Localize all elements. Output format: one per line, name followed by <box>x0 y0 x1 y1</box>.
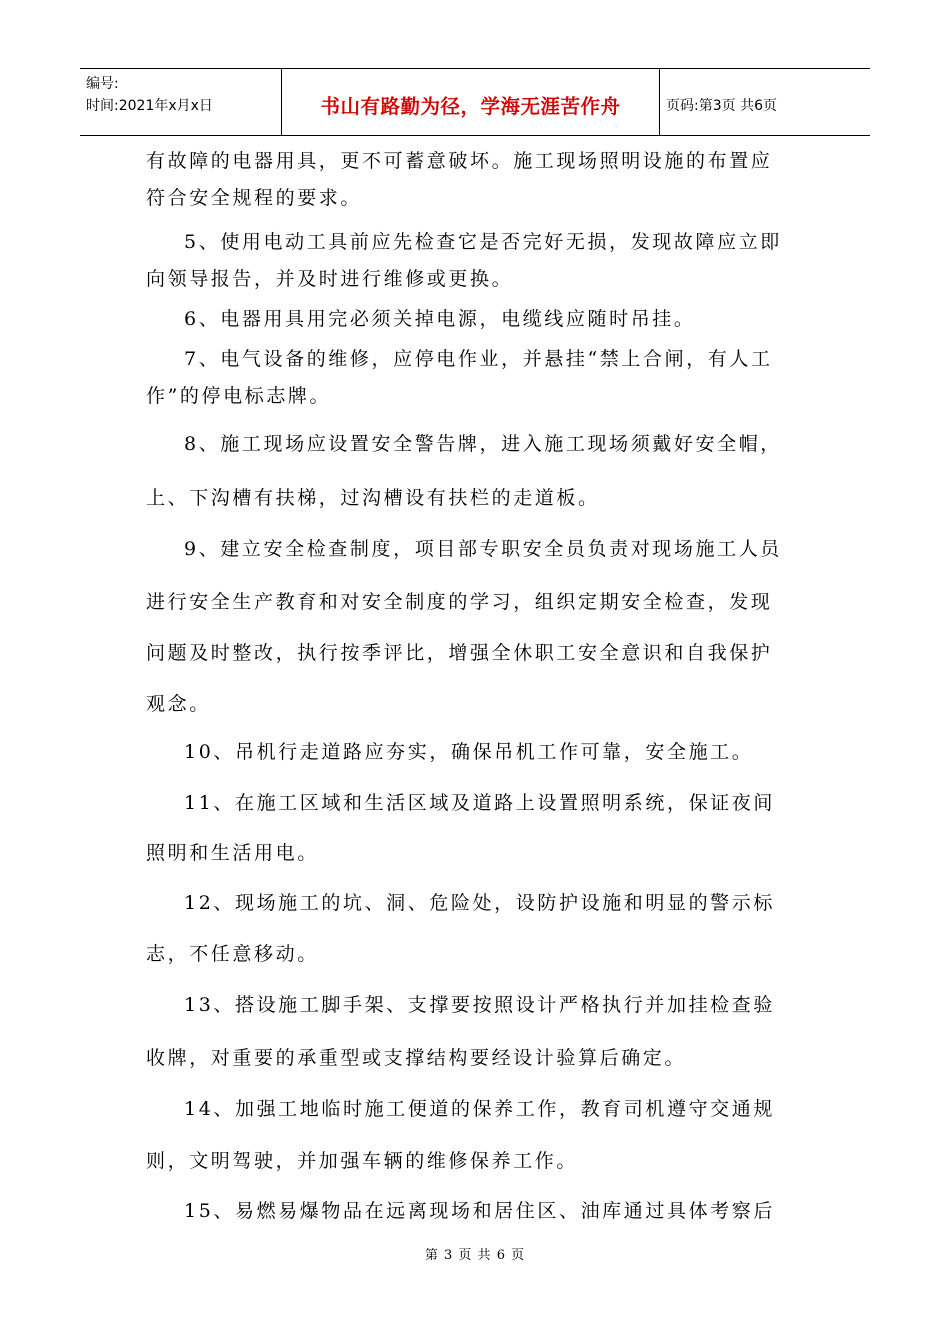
paragraph-line: 照明和生活用电。 <box>146 842 319 864</box>
page-header <box>80 68 870 136</box>
paragraph-line: 12、现场施工的坑、洞、危险处，设防护设施和明显的警示标 <box>184 892 775 914</box>
paragraph-line: 7、电气设备的维修，应停电作业，并悬挂“禁上合闸，有人工 <box>184 348 773 370</box>
document-number-label: 编号: <box>86 76 119 92</box>
paragraph-line: 志，不任意移动。 <box>146 943 319 965</box>
document-date: 时间:2021年x月x日 <box>86 98 213 114</box>
header-page-number: 页码:第3页 共6页 <box>666 98 777 114</box>
header-motto: 书山有路勤为径，学海无涯苦作舟 <box>282 69 660 135</box>
paragraph-line: 14、加强工地临时施工便道的保养工作，教育司机遵守交通规 <box>184 1098 775 1120</box>
paragraph-line: 符合安全规程的要求。 <box>146 187 363 209</box>
paragraph-line: 收牌，对重要的承重型或支撑结构要经设计验算后确定。 <box>146 1047 687 1069</box>
paragraph-line: 有故障的电器用具，更不可蓄意破坏。施工现场照明设施的布置应 <box>146 150 773 172</box>
paragraph-line: 则，文明驾驶，并加强车辆的维修保养工作。 <box>146 1150 579 1172</box>
paragraph-line: 作”的停电标志牌。 <box>146 385 332 407</box>
paragraph-line: 6、电器用具用完必须关掉电源，电缆线应随时吊挂。 <box>184 308 696 330</box>
paragraph-line: 向领导报告，并及时进行维修或更换。 <box>146 268 514 290</box>
paragraph-line: 11、在施工区域和生活区域及道路上设置照明系统，保证夜间 <box>184 792 775 814</box>
paragraph-line: 进行安全生产教育和对安全制度的学习，组织定期安全检查，发现 <box>146 591 773 613</box>
paragraph-line: 观念。 <box>146 693 211 715</box>
paragraph-line: 10、吊机行走道路应夯实，确保吊机工作可靠，安全施工。 <box>184 741 754 763</box>
paragraph-line: 5、使用电动工具前应先检查它是否完好无损，发现故障应立即 <box>184 231 782 253</box>
paragraph-line: 问题及时整改，执行按季评比，增强全休职工安全意识和自我保护 <box>146 642 773 664</box>
paragraph-line: 8、施工现场应设置安全警告牌，进入施工现场须戴好安全帽， <box>184 433 782 455</box>
paragraph-line: 上、下沟槽有扶梯，过沟槽设有扶栏的走道板。 <box>146 487 600 509</box>
paragraph-line: 13、搭设施工脚手架、支撑要按照设计严格执行并加挂检查验 <box>184 994 775 1016</box>
paragraph-line: 15、易燃易爆物品在远离现场和居住区、油库通过具体考察后 <box>184 1200 775 1222</box>
header-meta-cell <box>80 69 282 135</box>
paragraph-line: 9、建立安全检查制度，项目部专职安全员负责对现场施工人员 <box>184 538 782 560</box>
page-footer: 第 3 页 共 6 页 <box>424 1248 526 1263</box>
